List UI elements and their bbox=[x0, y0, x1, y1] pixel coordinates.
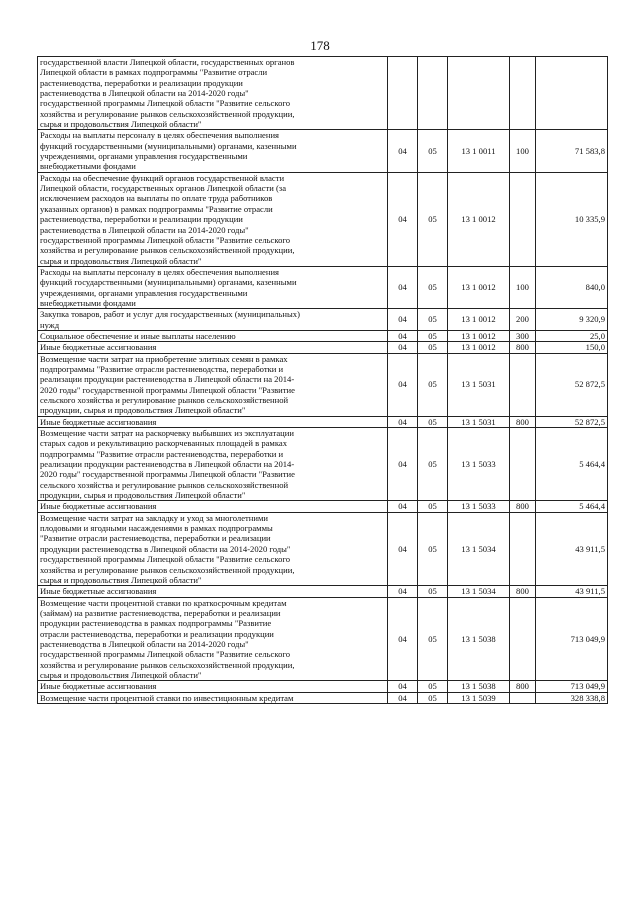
target-article-code: 13 1 5038 bbox=[448, 681, 510, 692]
amount: 150,0 bbox=[536, 342, 608, 353]
subsection-code: 05 bbox=[418, 330, 448, 341]
expense-type-code bbox=[510, 512, 536, 585]
section-code bbox=[388, 57, 418, 130]
row-description: Иные бюджетные ассигнования bbox=[38, 586, 388, 597]
budget-table bbox=[37, 56, 608, 704]
table-row bbox=[38, 57, 608, 130]
subsection-code: 05 bbox=[418, 309, 448, 331]
amount: 71 583,8 bbox=[536, 130, 608, 172]
section-code: 04 bbox=[388, 692, 418, 703]
expense-type-code: 800 bbox=[510, 586, 536, 597]
subsection-code: 05 bbox=[418, 597, 448, 681]
row-description: Иные бюджетные ассигнования bbox=[38, 681, 388, 692]
subsection-code: 05 bbox=[418, 172, 448, 266]
row-description: Иные бюджетные ассигнования bbox=[38, 416, 388, 427]
target-article-code: 13 1 0012 bbox=[448, 330, 510, 341]
table-row bbox=[38, 416, 608, 427]
amount: 43 911,5 bbox=[536, 512, 608, 585]
subsection-code: 05 bbox=[418, 416, 448, 427]
row-description: Расходы на обеспечение функций органов государственной власти Липецкой области, государственных органов Липецкой области (за исключением расходов на выплаты по оплате труда работников указанных органов) в рамках подпрограммы "Развитие отрасли растениеводства, переработки и реализации продукции растениеводства в Липецкой области на 2014-2020 годы" государственной программы Липецкой области "Развитие сельского хозяйства и регулирование рынков сельскохозяйственной продукции, сырья и продовольствия Липецкой области" bbox=[38, 172, 388, 266]
subsection-code: 05 bbox=[418, 266, 448, 308]
table-row bbox=[38, 353, 608, 416]
expense-type-code bbox=[510, 692, 536, 703]
expense-type-code: 800 bbox=[510, 501, 536, 512]
table-row bbox=[38, 512, 608, 585]
section-code: 04 bbox=[388, 512, 418, 585]
row-description: Расходы на выплаты персоналу в целях обеспечения выполнения функций государственными (муниципальными) органами, казенными учреждениями, органами управления государственными внебюджетными фондами bbox=[38, 266, 388, 308]
expense-type-code bbox=[510, 597, 536, 681]
subsection-code: 05 bbox=[418, 353, 448, 416]
amount: 840,0 bbox=[536, 266, 608, 308]
table-row bbox=[38, 501, 608, 512]
amount bbox=[536, 57, 608, 130]
amount: 328 338,8 bbox=[536, 692, 608, 703]
amount: 25,0 bbox=[536, 330, 608, 341]
subsection-code: 05 bbox=[418, 586, 448, 597]
target-article-code: 13 1 0012 bbox=[448, 342, 510, 353]
budget-table-body bbox=[38, 57, 608, 704]
table-row bbox=[38, 428, 608, 501]
target-article-code: 13 1 0011 bbox=[448, 130, 510, 172]
amount: 52 872,5 bbox=[536, 416, 608, 427]
amount: 5 464,4 bbox=[536, 501, 608, 512]
expense-type-code: 800 bbox=[510, 416, 536, 427]
table-row bbox=[38, 309, 608, 331]
target-article-code: 13 1 0012 bbox=[448, 172, 510, 266]
expense-type-code: 300 bbox=[510, 330, 536, 341]
section-code: 04 bbox=[388, 681, 418, 692]
target-article-code: 13 1 5034 bbox=[448, 512, 510, 585]
target-article-code: 13 1 5031 bbox=[448, 353, 510, 416]
row-description: Возмещение части процентной ставки по краткосрочным кредитам (займам) на развитие растениеводства, переработки и реализации продукции растениеводства в рамках подпрограммы "Развитие отрасли растениеводства, переработки и реализации продукции растениеводства в Липецкой области на 2014-2020 годы" государственной программы Липецкой области "Развитие сельского хозяйства и регулирование рынков сельскохозяйственной продукции, сырья и продовольствия Липецкой области" bbox=[38, 597, 388, 681]
table-row bbox=[38, 597, 608, 681]
expense-type-code: 800 bbox=[510, 681, 536, 692]
target-article-code: 13 1 0012 bbox=[448, 309, 510, 331]
subsection-code: 05 bbox=[418, 342, 448, 353]
section-code: 04 bbox=[388, 586, 418, 597]
table-row bbox=[38, 586, 608, 597]
subsection-code bbox=[418, 57, 448, 130]
target-article-code bbox=[448, 57, 510, 130]
row-description: Возмещение части затрат на приобретение элитных семян в рамках подпрограммы "Развитие отрасли растениеводства, переработки и реализации продукции растениеводства в Липецкой области на 2014- 2020 годы" государственной программы Липецкой области "Развитие сельского хозяйства и регулирование рынков сельскохозяйственной продукции, сырья и продовольствия Липецкой области" bbox=[38, 353, 388, 416]
table-row bbox=[38, 172, 608, 266]
expense-type-code: 800 bbox=[510, 342, 536, 353]
expense-type-code bbox=[510, 428, 536, 501]
section-code: 04 bbox=[388, 266, 418, 308]
table-row bbox=[38, 130, 608, 172]
target-article-code: 13 1 5034 bbox=[448, 586, 510, 597]
section-code: 04 bbox=[388, 172, 418, 266]
table-row bbox=[38, 266, 608, 308]
section-code: 04 bbox=[388, 353, 418, 416]
expense-type-code: 100 bbox=[510, 266, 536, 308]
row-description: Закупка товаров, работ и услуг для государственных (муниципальных) нужд bbox=[38, 309, 388, 331]
subsection-code: 05 bbox=[418, 512, 448, 585]
section-code: 04 bbox=[388, 130, 418, 172]
target-article-code: 13 1 0012 bbox=[448, 266, 510, 308]
target-article-code: 13 1 5033 bbox=[448, 428, 510, 501]
section-code: 04 bbox=[388, 597, 418, 681]
expense-type-code: 200 bbox=[510, 309, 536, 331]
subsection-code: 05 bbox=[418, 130, 448, 172]
table-row bbox=[38, 692, 608, 703]
row-description: Социальное обеспечение и иные выплаты населению bbox=[38, 330, 388, 341]
section-code: 04 bbox=[388, 342, 418, 353]
amount: 713 049,9 bbox=[536, 597, 608, 681]
row-description: Возмещение части затрат на закладку и уход за многолетними плодовыми и ягодными насаждениями в рамках подпрограммы "Развитие отрасли растениеводства, переработки и реализации продукции растениеводства в Липецкой области на 2014-2020 годы" государственной программы Липецкой области "Развитие сельского хозяйства и регулирование рынков сельскохозяйственной продукции, сырья и продовольствия Липецкой области" bbox=[38, 512, 388, 585]
section-code: 04 bbox=[388, 428, 418, 501]
row-description: Возмещение части процентной ставки по инвестиционным кредитам bbox=[38, 692, 388, 703]
row-description: Расходы на выплаты персоналу в целях обеспечения выполнения функций государственными (муниципальными) органами, казенными учреждениями, органами управления государственными внебюджетными фондами bbox=[38, 130, 388, 172]
row-description: Возмещение части затрат на раскорчевку выбывших из эксплуатации старых садов и рекультивацию раскорчеванных площадей в рамках подпрограммы "Развитие отрасли растениеводства, переработки и реализации продукции растениеводства в Липецкой области на 2014- 2020 годы" государственной программы Липецкой области "Развитие сельского хозяйства и регулирование рынков сельскохозяйственной продукции, сырья и продовольствия Липецкой области" bbox=[38, 428, 388, 501]
table-row bbox=[38, 342, 608, 353]
target-article-code: 13 1 5031 bbox=[448, 416, 510, 427]
table-row bbox=[38, 330, 608, 341]
section-code: 04 bbox=[388, 309, 418, 331]
expense-type-code bbox=[510, 57, 536, 130]
expense-type-code: 100 bbox=[510, 130, 536, 172]
section-code: 04 bbox=[388, 416, 418, 427]
subsection-code: 05 bbox=[418, 692, 448, 703]
expense-type-code bbox=[510, 353, 536, 416]
subsection-code: 05 bbox=[418, 681, 448, 692]
amount: 9 320,9 bbox=[536, 309, 608, 331]
expense-type-code bbox=[510, 172, 536, 266]
amount: 43 911,5 bbox=[536, 586, 608, 597]
subsection-code: 05 bbox=[418, 501, 448, 512]
amount: 52 872,5 bbox=[536, 353, 608, 416]
amount: 10 335,9 bbox=[536, 172, 608, 266]
target-article-code: 13 1 5033 bbox=[448, 501, 510, 512]
target-article-code: 13 1 5039 bbox=[448, 692, 510, 703]
amount: 5 464,4 bbox=[536, 428, 608, 501]
section-code: 04 bbox=[388, 330, 418, 341]
row-description: государственной власти Липецкой области, государственных органов Липецкой области в рамках подпрограммы "Развитие отрасли растениеводства, переработки и реализации продукции растениеводства в Липецкой области на 2014-2020 годы" государственной программы Липецкой области "Развитие сельского хозяйства и регулирование рынков сельскохозяйственной продукции, сырья и продовольствия Липецкой области" bbox=[38, 57, 388, 130]
row-description: Иные бюджетные ассигнования bbox=[38, 342, 388, 353]
section-code: 04 bbox=[388, 501, 418, 512]
amount: 713 049,9 bbox=[536, 681, 608, 692]
table-row bbox=[38, 681, 608, 692]
row-description: Иные бюджетные ассигнования bbox=[38, 501, 388, 512]
page-number: 178 bbox=[310, 38, 330, 53]
target-article-code: 13 1 5038 bbox=[448, 597, 510, 681]
subsection-code: 05 bbox=[418, 428, 448, 501]
